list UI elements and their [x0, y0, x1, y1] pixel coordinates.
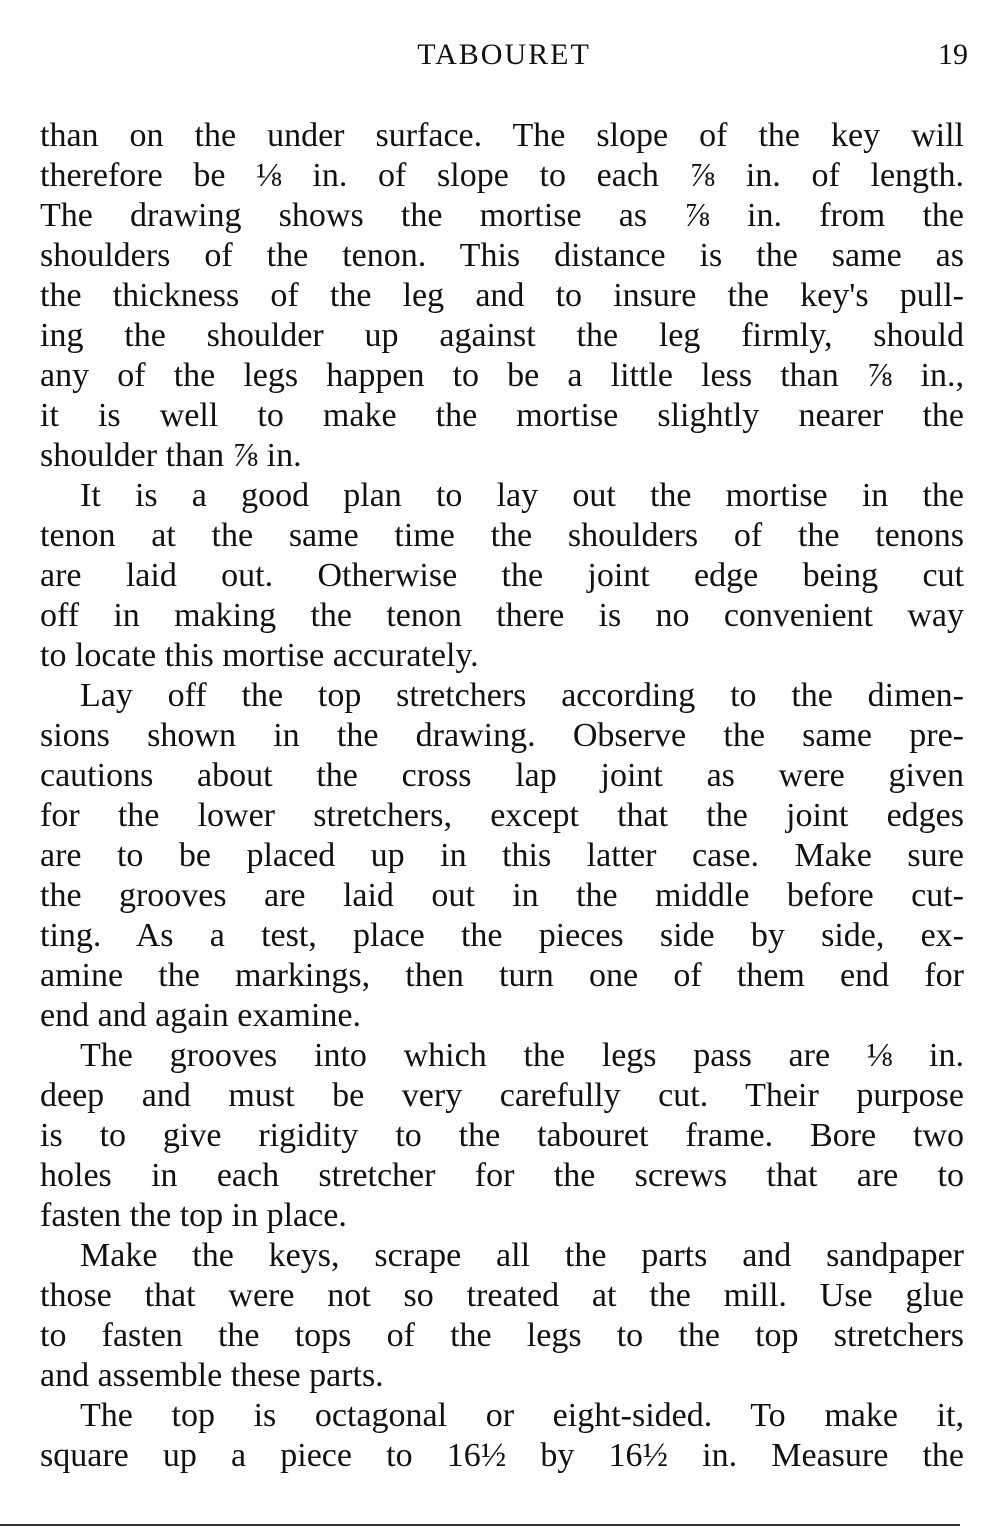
- text-line: fasten the top in place.: [40, 1197, 347, 1234]
- paragraph: [40, 1396, 964, 1476]
- text-line: ing the shoulder up against the leg firmly, should: [40, 317, 964, 354]
- text-line: the thickness of the leg and to insure the key's pull-: [40, 277, 964, 314]
- paragraph: [40, 1036, 964, 1236]
- page-number: 19: [938, 38, 968, 71]
- text-line: are laid out. Otherwise the joint edge being cut: [40, 557, 964, 594]
- text-line: tenon at the same time the shoulders of the tenons: [40, 517, 964, 554]
- text-line: The drawing shows the mortise as ⅞ in. from the: [40, 197, 964, 234]
- text-line: to locate this mortise accurately.: [40, 637, 479, 674]
- text-line: the grooves are laid out in the middle before cut-: [40, 877, 964, 914]
- text-line: The top is octagonal or eight-sided. To make it,: [80, 1397, 964, 1434]
- text-line: therefore be ⅛ in. of slope to each ⅞ in. of length.: [40, 157, 964, 194]
- text-line: those that were not so treated at the mill. Use glue: [40, 1277, 964, 1314]
- text-line: is to give rigidity to the tabouret frame. Bore two: [40, 1117, 964, 1154]
- bottom-rule: [0, 1524, 960, 1526]
- text-line: any of the legs happen to be a little less than ⅞ in.,: [40, 357, 964, 394]
- text-line: and assemble these parts.: [40, 1357, 384, 1394]
- paragraph: [40, 476, 964, 676]
- text-line: holes in each stretcher for the screws that are to: [40, 1157, 964, 1194]
- text-line: Lay off the top stretchers according to the dimen-: [80, 677, 964, 714]
- text-line: deep and must be very carefully cut. Their purpose: [40, 1077, 964, 1114]
- text-line: than on the under surface. The slope of the key will: [40, 117, 964, 154]
- body-text: [40, 116, 964, 1476]
- text-line: end and again examine.: [40, 997, 361, 1034]
- text-line: ting. As a test, place the pieces side by side, ex-: [40, 917, 964, 954]
- text-line: off in making the tenon there is no convenient way: [40, 597, 964, 634]
- paragraph: [40, 1236, 964, 1396]
- text-line: The grooves into which the legs pass are ⅛ in.: [80, 1037, 964, 1074]
- text-line: cautions about the cross lap joint as were given: [40, 757, 964, 794]
- text-line: it is well to make the mortise slightly nearer the: [40, 397, 964, 434]
- running-title: TABOURET: [417, 38, 591, 71]
- paragraph: [40, 116, 964, 476]
- text-line: Make the keys, scrape all the parts and sandpaper: [80, 1237, 964, 1274]
- running-head: [40, 38, 968, 82]
- paragraph: [40, 676, 964, 1036]
- text-line: shoulder than ⅞ in.: [40, 437, 302, 474]
- text-line: amine the markings, then turn one of them end for: [40, 957, 964, 994]
- text-line: It is a good plan to lay out the mortise in the: [80, 477, 964, 514]
- text-line: shoulders of the tenon. This distance is the same as: [40, 237, 964, 274]
- text-line: are to be placed up in this latter case. Make sure: [40, 837, 964, 874]
- text-line: sions shown in the drawing. Observe the same pre-: [40, 717, 964, 754]
- text-line: square up a piece to 16½ by 16½ in. Measure the: [40, 1437, 964, 1474]
- text-line: for the lower stretchers, except that the joint edges: [40, 797, 964, 834]
- text-line: to fasten the tops of the legs to the top stretchers: [40, 1317, 964, 1354]
